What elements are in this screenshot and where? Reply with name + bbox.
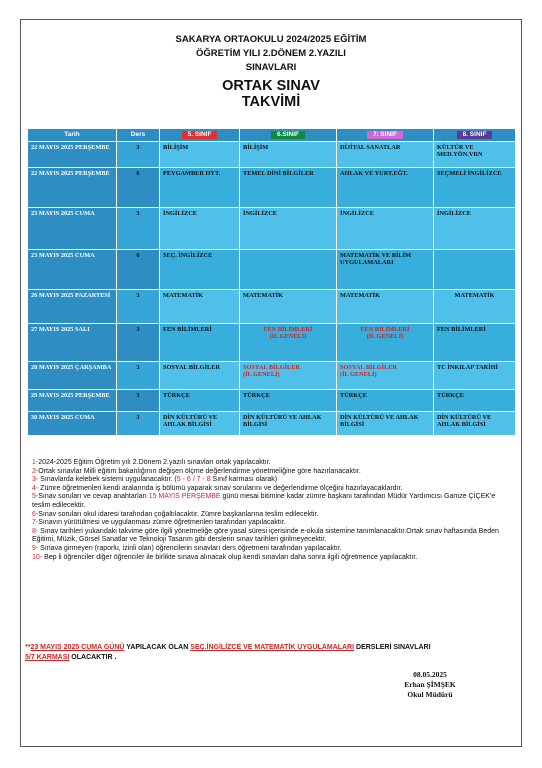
cell-date: 23 MAYIS 2025 CUMA (28, 208, 117, 250)
note-item (32, 511, 514, 520)
cell-8: TÜRKÇE (434, 390, 516, 412)
cell-ders: 3 (117, 362, 160, 390)
cell-6: İNGİLİZCE (240, 208, 337, 250)
table-row (28, 142, 516, 168)
footer-text: DERSLERİ SINAVLARI (354, 644, 431, 651)
subtitle-line-1: ORTAK SINAV (222, 78, 320, 94)
cell-7: AHLAK VE YURT.EĞT. (337, 168, 434, 208)
cell-5: BİLİŞİM (160, 142, 240, 168)
title-line-3: SINAVLARI (245, 62, 297, 73)
signature-block (360, 670, 500, 700)
note-text: Zümre öğretmenleri kendi aralarında iş bölümü yaparak sınav sorularını ve değerlendirme ölçeğini hazırlayacaklardır. (38, 484, 403, 492)
cell-8: MATEMATİK (434, 290, 516, 324)
note-text: 2024-2025 Eğitim Öğretim yılı 2.Dönem 2.yazılı sınavları ortak yapılacaktır. (38, 459, 271, 466)
table-row (28, 208, 516, 250)
cell-6-note: (İL GENELİ) (243, 371, 280, 379)
cell-6: TEMEL DİNİ BİLGİLER (240, 168, 337, 208)
note-text: Sınav soruları okul idaresi tarafından çoğaltılacaktır. Zümre başkanlarına teslim edilecektir. (38, 510, 319, 518)
table-row (28, 324, 516, 362)
cell-6: MATEMATİK (240, 290, 337, 324)
cell-6 (240, 250, 337, 290)
table-row (28, 250, 516, 290)
cell-8: İNGİLİZCE (434, 208, 516, 250)
note-number: 2- (32, 467, 39, 475)
header-8-sinif: 8. SINIF (457, 131, 493, 138)
table-row (28, 412, 516, 436)
note-number: 1- (32, 459, 39, 466)
cell-date: 26 MAYIS 2025 PAZARTESİ (28, 290, 117, 324)
subtitle-line-2: TAKVİMİ (241, 94, 301, 110)
cell-5: İNGİLİZCE (160, 208, 240, 250)
cell-ders: 6 (117, 168, 160, 208)
note-number: 6- (32, 510, 39, 518)
note-item (32, 528, 514, 545)
footer-prefix: ** (25, 644, 31, 651)
header-6-sinif: 6.SINIF (271, 131, 305, 138)
note-number: 5- (32, 493, 39, 501)
note-text: Sınavlarda kelebek sistemi uygulanacaktır. ( (38, 476, 177, 484)
cell-7-note: (İL GENELİ) (366, 333, 404, 341)
cell-8 (434, 250, 516, 290)
cell-7 (337, 362, 434, 390)
note-item (32, 493, 514, 510)
cell-6-text: FEN BİLİMLERİ (263, 326, 313, 333)
footer-text: YAPILACAK OLAN (124, 644, 191, 651)
cell-7: MATEMATİK (337, 290, 434, 324)
cell-5: SEÇ. İNGİLİZCE (160, 250, 240, 290)
cell-6: TÜRKÇE (240, 390, 337, 412)
cell-6-text: SOSYAL BİLGİLER (243, 364, 300, 371)
cell-7 (337, 324, 434, 362)
footer-group-highlight: 5/7 KARMASI (25, 654, 70, 661)
cell-7: TÜRKÇE (337, 390, 434, 412)
note-item (32, 468, 514, 477)
cell-7: DİJİTAL SANATLAR (337, 142, 434, 168)
cell-6 (240, 362, 337, 390)
cell-8: KÜLTÜR VE MED.YÖN.VRN (434, 142, 516, 168)
note-item (32, 519, 514, 528)
title-line-2: ÖĞRETİM YILI 2.DÖNEM 2.YAZILI (196, 48, 346, 59)
cell-ders: 3 (117, 412, 160, 436)
header-5-sinif: 5. SINIF (182, 131, 218, 138)
cell-7-text: FEN BİLİMLERİ (360, 326, 410, 333)
cell-7: DİN KÜLTÜRÜ VE AHLAK BİLGİSİ (337, 412, 434, 436)
cell-date: 29 MAYIS 2025 PERŞEMBE (28, 390, 117, 412)
cell-8: SEÇMELİ İNGİLİZCE (434, 168, 516, 208)
cell-8: TC İNKILAP TARİHİ (434, 362, 516, 390)
note-text: günü mesai bitimine kadar zümre başkanı tarafından Müdür Yardımcısı Gamze ÇİÇEK'e teslim edilecektir. (32, 493, 496, 509)
note-number: 9- (32, 544, 39, 552)
note-number: 3- (32, 476, 39, 484)
note-number: 10- (32, 553, 43, 561)
note-text: Ortak sınavlar Milli eğitim bakanlığının değişen ölçme değerlendirme yönetmeliğine göre hazırlanacaktır. (38, 467, 361, 475)
cell-ders: 3 (117, 208, 160, 250)
cell-5: FEN BİLİMLERİ (160, 324, 240, 362)
note-text: Sınavın yürütülmesi ve uygulanması zümre öğretmenleri tarafından yapılacaktır. (38, 519, 286, 527)
cell-6-note: (İL GENELİ) (269, 333, 307, 341)
note-highlight: 15 MAYIS PERŞEMBE (148, 493, 221, 501)
footer-text: OLACAKTIR . (69, 654, 117, 661)
signature-name: Erhan ŞİMŞEK (404, 680, 456, 689)
cell-6: BİLİŞİM (240, 142, 337, 168)
cell-date: 22 MAYIS 2025 PERŞEMBE (28, 142, 117, 168)
cell-6 (240, 324, 337, 362)
note-number: 4- (32, 484, 39, 492)
note-text: Bep li öğrenciler diğer öğrenciler ile birlikte sınava alınacak olup kendi sınavları daha sonra ilgili öğretmence yapılacaktır. (42, 553, 418, 561)
table-row (28, 168, 516, 208)
footer-date-highlight: 23 MAYIS 2025 CUMA GÜNÜ (30, 644, 125, 651)
cell-7-text: SOSYAL BİLGİLER (340, 364, 397, 371)
footer-note (25, 643, 515, 663)
title-line-1: SAKARYA ORTAOKULU 2024/2025 EĞİTİM (175, 34, 367, 45)
note-text: Sınav soruları ve cevap anahtarları (38, 493, 149, 501)
notes-list (32, 459, 514, 562)
cell-7: İNGİLİZCE (337, 208, 434, 250)
document-title (0, 33, 542, 75)
cell-7-note: (İL GENELİ) (340, 371, 377, 379)
note-item (32, 476, 514, 485)
cell-date: 23 MAYIS 2025 CUMA (28, 250, 117, 290)
cell-date: 22 MAYIS 2025 PERŞEMBE (28, 168, 117, 208)
header-ders: Ders (117, 129, 160, 142)
header-7-sinif: 7. SINIF (367, 131, 403, 138)
cell-5: MATEMATİK (160, 290, 240, 324)
document-subtitle (0, 78, 542, 110)
cell-8: FEN BİLİMLERİ (434, 324, 516, 362)
cell-5: SOSYAL BİLGİLER (160, 362, 240, 390)
cell-6: DİN KÜLTÜRÜ VE AHLAK BİLGİSİ (240, 412, 337, 436)
cell-ders: 6 (117, 250, 160, 290)
cell-ders: 3 (117, 324, 160, 362)
cell-5: TÜRKÇE (160, 390, 240, 412)
cell-ders: 3 (117, 390, 160, 412)
note-number: 7- (32, 519, 39, 527)
table-row (28, 390, 516, 412)
note-text: Sınava girmeyen (raporlu, izinli olan) öğrencilerin sınavları ders öğretmeni tarafından yapılacaktır. (38, 544, 342, 552)
cell-date: 28 MAYIS 2025 ÇARŞAMBA (28, 362, 117, 390)
note-item (32, 545, 514, 554)
note-item (32, 459, 514, 468)
table-header-row (28, 129, 516, 142)
signature-title: Okul Müdürü (407, 690, 453, 699)
note-item (32, 554, 514, 563)
signature-date: 08.05.2025 (413, 670, 447, 679)
cell-5: PEYGAMBER HYT. (160, 168, 240, 208)
cell-date: 30 MAYIS 2025 CUMA (28, 412, 117, 436)
header-tarih: Tarih (28, 129, 117, 142)
note-text: Sınav tarihleri yukarıdaki takvime göre ilgili yönetmeliğe göre yasal süresi içerisinde e-okula sistemine tanımlanacaktır.Ortak sınav haftasında Beden Eğitimi, Müzik, Görsel Sanatlar ve Teknoloji Tasarım gibi derslerin sınav tarihleri girilmeyecektir. (32, 527, 499, 544)
table-row (28, 362, 516, 390)
cell-date: 27 MAYIS 2025 SALI (28, 324, 117, 362)
cell-8: DİN KÜLTÜRÜ VE AHLAK BİLGİSİ (434, 412, 516, 436)
note-text: Sınıf karması olarak) (210, 476, 278, 484)
cell-ders: 3 (117, 142, 160, 168)
table-row (28, 290, 516, 324)
note-number: 8- (32, 527, 39, 535)
cell-7: MATEMATİK VE BİLİM UYGULAMALARI (337, 250, 434, 290)
cell-5: DİN KÜLTÜRÜ VE AHLAK BİLGİSİ (160, 412, 240, 436)
note-highlight: 5 - 6 / 7 - 8 (176, 476, 211, 484)
footer-course-highlight: SEÇ.İNGİLİZCE VE MATEMATİK UYGULAMALARI (190, 644, 355, 651)
cell-ders: 3 (117, 290, 160, 324)
exam-schedule-table (27, 128, 516, 436)
